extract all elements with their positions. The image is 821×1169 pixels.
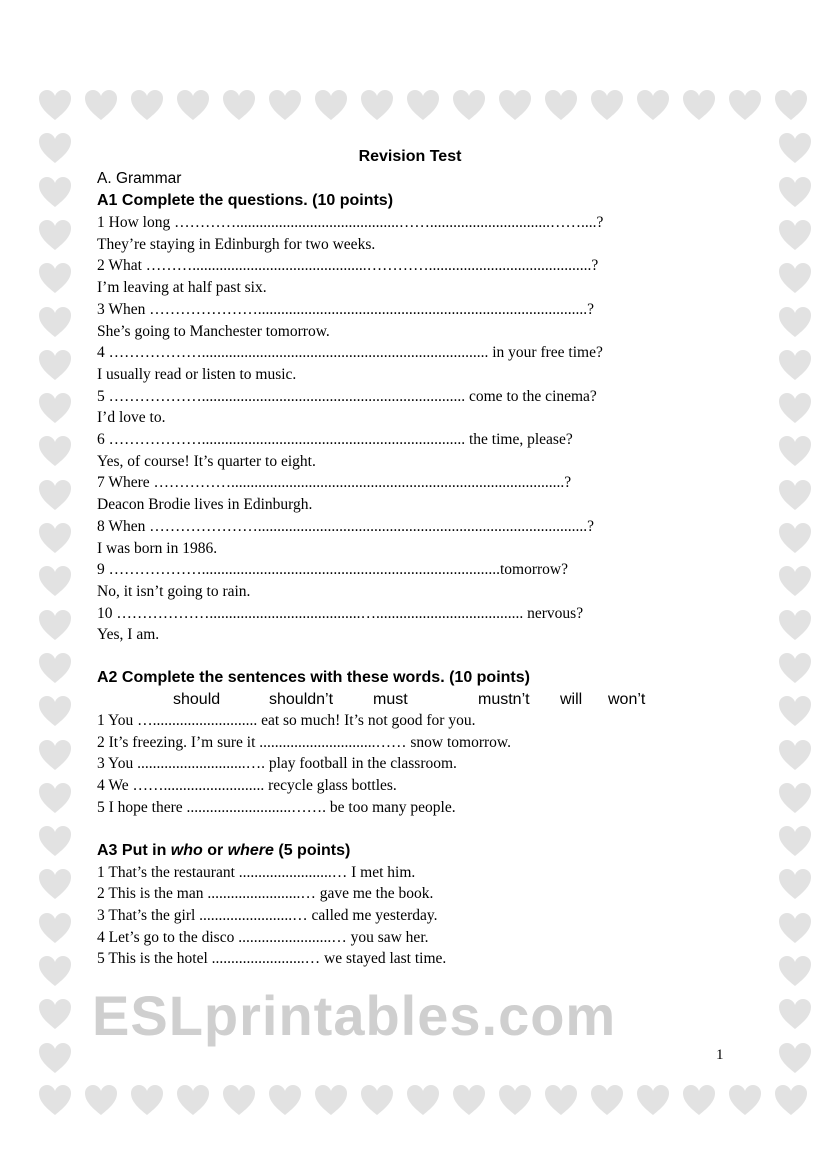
a3-heading-text: A3 Put in <box>97 841 171 859</box>
heart-icon <box>37 434 73 468</box>
a2-heading: A2 Complete the sentences with these words. (10 points) <box>97 669 530 687</box>
word-bank-item: must <box>373 691 408 709</box>
heart-icon <box>543 1083 579 1117</box>
heart-icon <box>777 1041 813 1075</box>
heart-icon <box>777 478 813 512</box>
exercise-line: I’m leaving at half past six. <box>97 279 267 297</box>
word-bank-item: mustn’t <box>478 691 530 709</box>
a3-heading-who: who <box>170 841 203 859</box>
exercise-line: 3 That’s the girl ........................… called me yesterday. <box>97 906 438 924</box>
exercise-line: 3 You ............................…. play football in the classroom. <box>97 755 457 773</box>
watermark: ESLprintables.com <box>92 984 617 1047</box>
heart-icon <box>777 781 813 815</box>
heart-icon <box>777 175 813 209</box>
heart-icon <box>37 954 73 988</box>
exercise-line: No, it isn’t going to rain. <box>97 582 251 600</box>
a3-heading <box>97 840 717 862</box>
page-title: Revision Test <box>358 148 462 165</box>
exercise-line: 3 When ………………….....................................................................................? <box>97 300 594 318</box>
exercise-line: 10 ……………….......................................…...................................... nervous? <box>97 604 584 622</box>
heart-icon <box>37 348 73 382</box>
heart-icon <box>37 88 73 122</box>
a3-heading-or: or <box>202 841 228 859</box>
a1-exercise <box>97 212 717 646</box>
heart-icon <box>83 88 119 122</box>
heart-icon <box>497 88 533 122</box>
heart-icon <box>777 738 813 772</box>
heart-icon <box>37 261 73 295</box>
a3-heading-points: (5 points) <box>273 841 351 859</box>
heart-icon <box>773 88 809 122</box>
word-bank-item: will <box>560 691 583 709</box>
heart-icon <box>37 305 73 339</box>
exercise-line: 9 ……………….............................................................................tomorrow? <box>97 561 569 579</box>
exercise-line: 4 We …….......................... recycle glass bottles. <box>97 777 397 795</box>
exercise-line: They’re staying in Edinburgh for two weeks. <box>97 235 376 253</box>
exercise-line: 5 ……………….................................................................... come to the cinema? <box>97 387 597 405</box>
heart-icon <box>37 651 73 685</box>
word-bank <box>97 689 717 710</box>
worksheet-content <box>97 146 717 970</box>
heart-icon <box>405 88 441 122</box>
a3-heading-where: where <box>227 841 274 859</box>
exercise-line: 1 How long …………..........................................……...............................……....? <box>97 214 604 231</box>
heart-icon <box>37 478 73 512</box>
heart-icon <box>37 608 73 642</box>
a2-exercise <box>97 710 717 819</box>
heart-icon <box>777 261 813 295</box>
heart-icon <box>773 1083 809 1117</box>
a1-heading: A1 Complete the questions. (10 points) <box>97 192 394 209</box>
heart-icon <box>37 564 73 598</box>
exercise-line: Yes, of course! It’s quarter to eight. <box>97 452 316 470</box>
heart-icon <box>37 131 73 165</box>
heart-icon <box>37 175 73 209</box>
heart-icon <box>37 911 73 945</box>
heart-icon <box>777 521 813 555</box>
exercise-line: 2 It’s freezing. I’m sure it ..............................…… snow tomorrow. <box>97 733 511 751</box>
heart-icon <box>543 88 579 122</box>
heart-icon <box>635 1083 671 1117</box>
heart-icon <box>777 954 813 988</box>
heart-icon <box>777 608 813 642</box>
exercise-line: 1 You …........................... eat so much! It’s not good for you. <box>97 712 476 730</box>
heart-icon <box>777 997 813 1031</box>
heart-icon <box>37 1083 73 1117</box>
heart-icon <box>37 867 73 901</box>
a3-exercise <box>97 862 717 971</box>
heart-icon <box>37 1041 73 1075</box>
heart-icon <box>313 1083 349 1117</box>
heart-icon <box>635 88 671 122</box>
heart-icon <box>129 88 165 122</box>
heart-icon <box>267 1083 303 1117</box>
heart-icon <box>359 1083 395 1117</box>
exercise-line: 2 This is the man ........................… gave me the book. <box>97 885 434 903</box>
exercise-line: 4 Let’s go to the disco ........................… you saw her. <box>97 928 429 946</box>
heart-icon <box>777 348 813 382</box>
exercise-line: Deacon Brodie lives in Edinburgh. <box>97 496 313 514</box>
heart-icon <box>37 781 73 815</box>
heart-icon <box>777 218 813 252</box>
exercise-line: 4 ……………….......................................................................... in your free time? <box>97 344 603 362</box>
heart-icon <box>777 651 813 685</box>
heart-icon <box>83 1083 119 1117</box>
heart-icon <box>37 218 73 252</box>
word-bank-item: shouldn’t <box>269 691 334 709</box>
heart-icon <box>727 88 763 122</box>
exercise-line: 7 Where ……………......................................................................................? <box>97 474 572 492</box>
heart-icon <box>777 564 813 598</box>
word-bank-item: won’t <box>608 691 646 709</box>
heart-icon <box>37 997 73 1031</box>
heart-icon <box>129 1083 165 1117</box>
heart-icon <box>451 1083 487 1117</box>
heart-icon <box>777 867 813 901</box>
section-heading: A. Grammar <box>97 170 182 187</box>
heart-icon <box>175 88 211 122</box>
heart-icon <box>777 911 813 945</box>
heart-icon <box>681 1083 717 1117</box>
heart-icon <box>37 738 73 772</box>
exercise-line: I’d love to. <box>97 409 166 427</box>
heart-icon <box>405 1083 441 1117</box>
heart-icon <box>451 88 487 122</box>
heart-icon <box>777 824 813 858</box>
exercise-line: 1 That’s the restaurant ........................… I met him. <box>97 863 416 881</box>
exercise-line: I usually read or listen to music. <box>97 365 297 383</box>
heart-icon <box>37 694 73 728</box>
page-number: 1 <box>716 1047 724 1063</box>
heart-icon <box>37 824 73 858</box>
exercise-line: Yes, I am. <box>97 626 160 644</box>
exercise-line: She’s going to Manchester tomorrow. <box>97 322 330 340</box>
heart-icon <box>359 88 395 122</box>
heart-icon <box>589 88 625 122</box>
exercise-line: 5 I hope there ...........................……. be too many people. <box>97 798 456 816</box>
exercise-line: 6 ……………….................................................................... the time, please? <box>97 431 573 449</box>
word-bank-item: should <box>173 691 221 709</box>
heart-icon <box>777 434 813 468</box>
heart-icon <box>37 521 73 555</box>
heart-icon <box>777 694 813 728</box>
exercise-line: 2 What ……….............................................…………..........................................? <box>97 257 599 275</box>
heart-icon <box>313 88 349 122</box>
heart-icon <box>175 1083 211 1117</box>
heart-icon <box>777 305 813 339</box>
heart-icon <box>37 391 73 425</box>
exercise-line: 8 When ………………….....................................................................................? <box>97 517 594 535</box>
heart-icon <box>681 88 717 122</box>
heart-icon <box>777 391 813 425</box>
heart-icon <box>589 1083 625 1117</box>
heart-icon <box>777 131 813 165</box>
exercise-line: 5 This is the hotel ........................… we stayed last time. <box>97 950 447 968</box>
heart-icon <box>267 88 303 122</box>
heart-icon <box>221 1083 257 1117</box>
exercise-line: I was born in 1986. <box>97 539 218 557</box>
heart-icon <box>497 1083 533 1117</box>
heart-icon <box>221 88 257 122</box>
heart-icon <box>727 1083 763 1117</box>
